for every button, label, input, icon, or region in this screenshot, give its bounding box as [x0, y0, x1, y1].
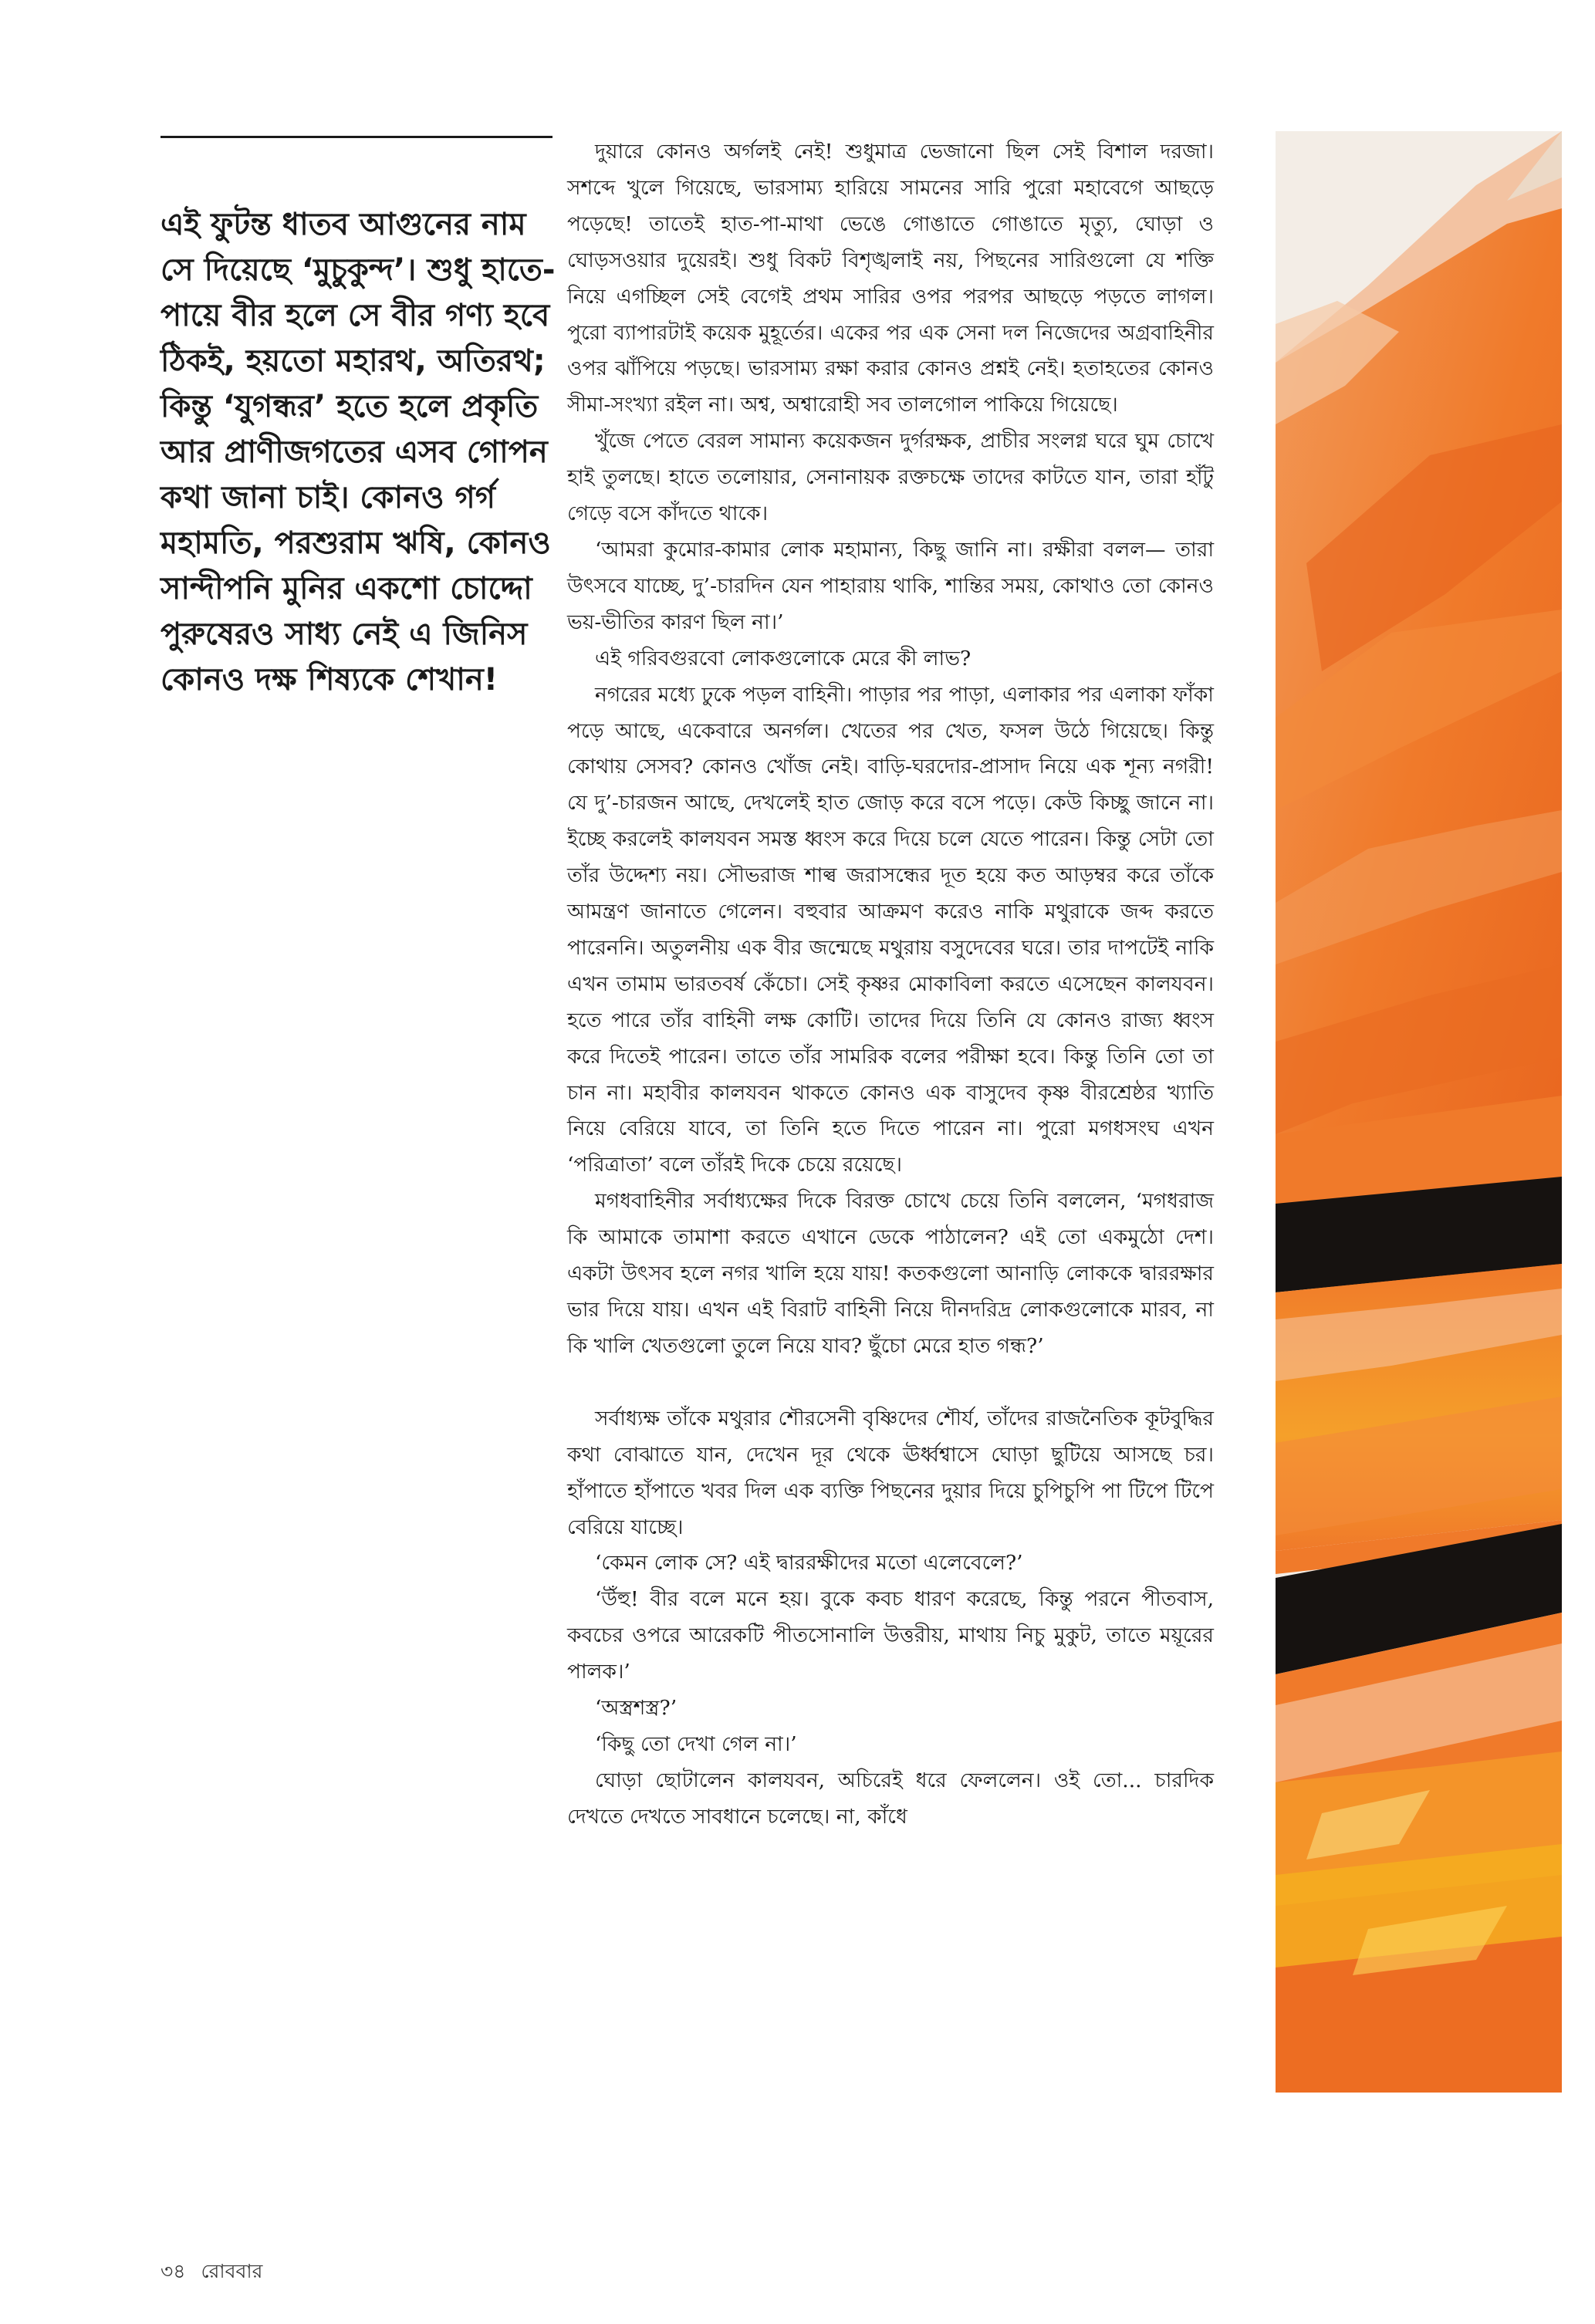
page-number: ৩৪	[161, 2260, 186, 2282]
paragraph: ঘোড়া ছোটালেন কালযবন, অচিরেই ধরে ফেললেন। ওই তো... চারদিক দেখতে দেখতে সাবধানে চলেছে। না, কাঁধে	[567, 1768, 1214, 1829]
paragraph: ‘অস্ত্রশস্ত্র?’	[595, 1696, 678, 1721]
painting-strokes	[1276, 131, 1562, 2093]
paragraph: ‘আমরা কুমোর-কামার লোক মহামান্য, কিছু জানি না। রক্ষীরা বলল— তারা উৎসবে যাচ্ছে, দু’-চারদিন যেন পাহারায় থাকি, শান্তির সময়, কোথাও তো কোনও ভয়-ভীতির কারণ ছিল না।’	[567, 537, 1214, 634]
paragraph: নগরের মধ্যে ঢুকে পড়ল বাহিনী। পাড়ার পর পাড়া, এলাকার পর এলাকা ফাঁকা পড়ে আছে, একেবারে অনর্গল। খেতের পর খেত, ফসল উঠে গিয়েছে। কিন্তু কোথায় সেসব? কোনও খোঁজ নেই। বাড়ি-ঘরদোর-প্রাসাদ নিয়ে এক শূন্য নগরী! যে দু’-চারজন আছে, দেখলেই হাত জোড় করে বসে পড়ে। কেউ কিচ্ছু জানে না। ইচ্ছে করলেই কালযবন সমস্ত ধ্বংস করে দিয়ে চলে যেতে পারেন। কিন্তু সেটা তো তাঁর উদ্দেশ্য নয়। সৌভরাজ শাল্ব জরাসন্ধের দূত হয়ে কত আড়ম্বর করে তাঁকে আমন্ত্রণ জানাতে গেলেন। বহুবার আক্রমণ করেও নাকি মথুরাকে জব্দ করতে পারেননি। অতুলনীয় এক বীর জন্মেছে মথুরায় বসুদেবের ঘরে। তার দাপটেই নাকি এখন তামাম ভারতবর্ষ কেঁচো। সেই কৃষ্ণর মোকাবিলা করতে এসেছেন কালযবন। হতে পারে তাঁর বাহিনী লক্ষ কোটি। তাদের দিয়ে তিনি যে কোনও রাজ্য ধ্বংস করে দিতেই পারেন। তাতে তাঁর সামরিক বলের পরীক্ষা হবে। কিন্তু তিনি তো তা চান না। মহাবীর কালযবন থাকতে কোনও এক বাসুদেব কৃষ্ণ বীরশ্রেষ্ঠর খ্যাতি নিয়ে বেরিয়ে যাবে, তা তিনি হতে দিতে পারেন না। পুরো মগধসংঘ এখন ‘পরিত্রাতা’ বলে তাঁরই দিকে চেয়ে রয়েছে।	[567, 682, 1214, 1177]
paragraph: এই গরিবগুরবো লোকগুলোকে মেরে কী লাভ?	[595, 646, 972, 671]
paragraph: ‘কিছু তো দেখা গেল না।’	[595, 1731, 797, 1756]
publication-name: রোববার	[201, 2260, 263, 2282]
paragraph: সর্বাধ্যক্ষ তাঁকে মথুরার শৌরসেনী বৃষ্ণিদের শৌর্য, তাঁদের রাজনৈতিক কূটবুদ্ধির কথা বোঝাতে যান, দেখেন দূর থেকে ঊর্ধ্বশ্বাসে ঘোড়া ছুটিয়ে আসছে চর। হাঁপাতে হাঁপাতে খবর দিল এক ব্যক্তি পিছনের দুয়ার দিয়ে চুপিচুপি পা টিপে টিপে বেরিয়ে যাচ্ছে।	[567, 1406, 1214, 1539]
pullquote-rule	[161, 136, 553, 138]
paragraph: মগধবাহিনীর সর্বাধ্যক্ষের দিকে বিরক্ত চোখে চেয়ে তিনি বললেন, ‘মগধরাজ কি আমাকে তামাশা করতে এখানে ডেকে পাঠালেন? এই তো একমুঠো দেশ। একটা উৎসব হলে নগর খালি হয়ে যায়! কতকগুলো আনাড়ি লোককে দ্বাররক্ষার ভার দিয়ে যায়। এখন এই বিরাট বাহিনী নিয়ে দীনদরিদ্র লোকগুলোকে মারব, না কি খালি খেতগুলো তুলে নিয়ে যাব? ছুঁচো মেরে হাত গন্ধ?’	[567, 1189, 1214, 1358]
pullquote	[161, 202, 562, 703]
paragraph: খুঁজে পেতে বেরল সামান্য কয়েকজন দুর্গরক্ষক, প্রাচীর সংলগ্ন ঘরে ঘুম চোখে হাই তুলছে। হাতে তলোয়ার, সেনানায়ক রক্তচক্ষে তাদের কাটতে যান, তারা হাঁটু গেড়ে বসে কাঁদতে থাকে।	[567, 429, 1214, 526]
page-footer	[161, 2256, 272, 2289]
paragraph: দুয়ারে কোনও অর্গলই নেই! শুধুমাত্র ভেজানো ছিল সেই বিশাল দরজা। সশব্দে খুলে গিয়েছে, ভারসাম্য হারিয়ে সামনের সারি পুরো মহাবেগে আছড়ে পড়েছে! তাতেই হাত-পা-মাথা ভেঙে গোঙাতে গোঙাতে মৃত্যু, ঘোড়া ও ঘোড়সওয়ার দুয়েরই। শুধু বিকট বিশৃঙ্খলাই নয়, পিছনের সারিগুলো যে শক্তি নিয়ে এগচ্ছিল সেই বেগেই প্রথম সারির ওপর পরপর আছড়ে পড়তে লাগল। পুরো ব্যাপারটাই কয়েক মুহূর্তের। একের পর এক সেনা দল নিজেদের অগ্রবাহিনীর ওপর ঝাঁপিয়ে পড়ছে। ভারসাম্য রক্ষা করার কোনও প্রশ্নই নেই। হতাহতের কোনও সীমা-সংখ্যা রইল না। অশ্ব, অশ্বারোহী সব তালগোল পাকিয়ে গিয়েছে।	[567, 140, 1214, 417]
pullquote-text: এই ফুটন্ত ধাতব আগুনের নাম সে দিয়েছে ‘মুচুকুন্দ’। শুধু হাতে-পায়ে বীর হলে সে বীর গণ্য হবে ঠিকই, হয়তো মহারথ, অতিরথ; কিন্তু ‘যুগন্ধর’ হতে হলে প্রকৃতি আর প্রাণীজগতের এসব গোপন কথা জানা চাই। কোনও গর্গ মহামতি, পরশুরাম ঋষি, কোনও সান্দীপনি মুনির একশো চোদ্দো পুরুষেরও সাধ্য নেই এ জিনিস কোনও দক্ষ শিষ্যকে শেখান!	[161, 207, 556, 698]
paragraph: ‘উঁহু! বীর বলে মনে হয়। বুকে কবচ ধারণ করেছে, কিন্তু পরনে পীতবাস, কবচের ওপরে আরেকটি পীতসোনালি উত্তরীয়, মাথায় নিচু মুকুট, তাতে ময়ূরের পালক।’	[567, 1587, 1214, 1684]
painting-illustration	[1276, 131, 1562, 2093]
article-body	[567, 134, 1214, 1836]
paragraph: ‘কেমন লোক সে? এই দ্বাররক্ষীদের মতো এলেবেলে?’	[595, 1551, 1023, 1576]
